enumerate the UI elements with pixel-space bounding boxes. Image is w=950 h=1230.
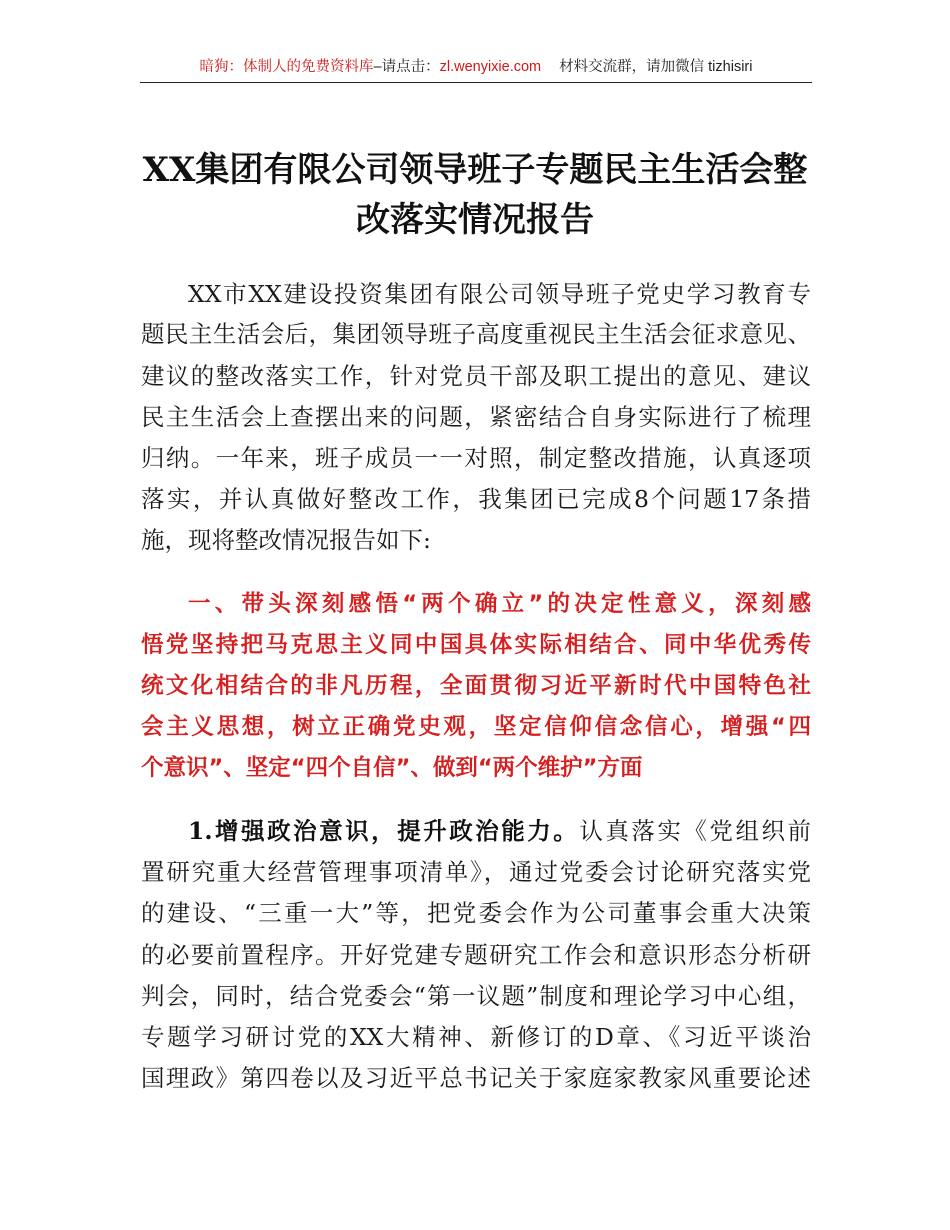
item1-first-rest: 认真落实《党组织前 [579, 817, 811, 845]
intro-line: 题民主生活会后，集团领导班子高度重视民主生活会征求意见、 [141, 320, 811, 348]
intro-line: 落实，并认真做好整改工作，我集团已完成8个问题17条措 [141, 485, 811, 513]
header-group-info: 材料交流群，请加微信 tizhisiri [559, 59, 753, 75]
section-heading-line: 悟党坚持把马克思主义同中国具体实际相结合、同中华优秀传 [141, 632, 811, 658]
intro-line: XX市XX建设投资集团有限公司领导班子党史学习教育专 [188, 280, 811, 308]
section-heading-line: 个意识”、坚定“四个自信”、做到“两个维护”方面 [141, 755, 643, 781]
header-url-link[interactable]: zl.wenyixie.com [439, 59, 542, 75]
item1-line: 国理政》第四卷以及习近平总书记关于家庭家教家风重要论述 [141, 1064, 811, 1092]
item1-heading: 1.增强政治意识，提升政治能力。 [188, 817, 580, 845]
item1-line: 置研究重大经营管理事项清单》，通过党委会讨论研究落实党 [141, 858, 811, 886]
header-click-prompt: –请点击： [373, 59, 440, 75]
item1-first-line [188, 815, 811, 847]
section-heading-line: 会主义思想，树立正确党史观，坚定信仰信念信心，增强“四 [141, 714, 811, 740]
intro-line: 建议的整改落实工作，针对党员干部及职工提出的意见、建议 [141, 362, 811, 390]
intro-line: 民主生活会上查摆出来的问题，紧密结合自身实际进行了梳理 [141, 403, 811, 431]
section-heading-line: 统文化相结合的非凡历程，全面贯彻习近平新时代中国特色社 [141, 673, 811, 699]
header-promo: 暗狗：体制人的免费资料库 [199, 59, 374, 75]
intro-line: 施，现将整改情况报告如下: [141, 526, 431, 554]
header-banner [140, 56, 812, 83]
item1-line: 判会，同时，结合党委会“第一议题”制度和理论学习中心组， [141, 982, 811, 1010]
item1-line: 的必要前置程序。开好党建专题研究工作会和意识形态分析研 [141, 941, 811, 969]
item1-line: 专题学习研讨党的XX大精神、新修订的D章、《习近平谈治 [141, 1023, 811, 1051]
document-title-line-1: XX集团有限公司领导班子专题民主生活会整 [142, 150, 808, 190]
document-title-line-2: 改落实情况报告 [356, 200, 594, 240]
intro-line: 归纳。一年来，班子成员一一对照，制定整改措施，认真逐项 [141, 444, 811, 472]
item1-line: 的建设、“三重一大”等，把党委会作为公司董事会重大决策 [141, 899, 811, 927]
section-heading-line: 一、带头深刻感悟“两个确立”的决定性意义，深刻感 [188, 591, 811, 617]
